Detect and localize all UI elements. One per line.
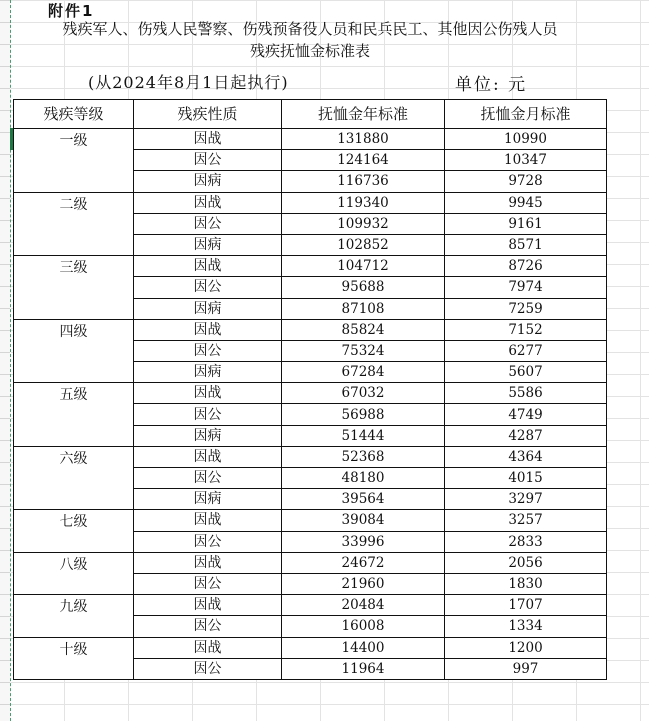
row-divider <box>0 154 10 155</box>
monthly-amount-cell[interactable]: 1830 <box>445 573 607 594</box>
table-row <box>14 129 607 150</box>
row-divider <box>0 220 10 221</box>
monthly-amount-cell[interactable]: 10990 <box>445 129 607 150</box>
effective-date: (从2024年8月1日起执行) <box>88 73 289 92</box>
row-divider <box>0 330 10 331</box>
annual-amount-cell[interactable]: 20484 <box>282 595 445 616</box>
table-row <box>14 319 607 340</box>
nature-cell[interactable]: 因战 <box>134 192 282 213</box>
annual-amount-cell[interactable]: 124164 <box>282 150 445 171</box>
nature-cell[interactable]: 因公 <box>134 150 282 171</box>
annual-amount-cell[interactable]: 119340 <box>282 192 445 213</box>
row-divider <box>0 440 10 441</box>
row-divider <box>0 110 10 111</box>
annual-amount-cell[interactable]: 102852 <box>282 234 445 255</box>
monthly-amount-cell[interactable]: 4015 <box>445 468 607 489</box>
nature-cell[interactable]: 因战 <box>134 129 282 150</box>
monthly-amount-cell[interactable]: 2056 <box>445 552 607 573</box>
row-divider <box>0 462 10 463</box>
row-divider <box>0 66 10 67</box>
column-header[interactable]: 抚恤金年标准 <box>282 100 445 129</box>
annual-amount-cell[interactable]: 131880 <box>282 129 445 150</box>
row-divider <box>0 704 10 705</box>
row-divider <box>0 374 10 375</box>
grade-cell[interactable]: 八级 <box>14 552 134 594</box>
table-row <box>14 637 607 658</box>
grade-cell[interactable]: 四级 <box>14 319 134 383</box>
monthly-amount-cell[interactable]: 8571 <box>445 234 607 255</box>
nature-cell[interactable]: 因公 <box>134 213 282 234</box>
grade-cell[interactable]: 五级 <box>14 383 134 447</box>
monthly-amount-cell[interactable]: 1200 <box>445 637 607 658</box>
annual-amount-cell[interactable]: 48180 <box>282 468 445 489</box>
nature-cell[interactable]: 因病 <box>134 298 282 319</box>
column-header[interactable]: 抚恤金月标准 <box>445 100 607 129</box>
nature-cell[interactable]: 因病 <box>134 234 282 255</box>
row-divider <box>0 308 10 309</box>
monthly-amount-cell[interactable]: 5586 <box>445 383 607 404</box>
monthly-amount-cell[interactable]: 9728 <box>445 171 607 192</box>
column-header[interactable]: 残疾等级 <box>14 100 134 129</box>
grade-cell[interactable]: 一级 <box>14 129 134 193</box>
column-header[interactable]: 残疾性质 <box>134 100 282 129</box>
monthly-amount-cell[interactable]: 8726 <box>445 256 607 277</box>
table-header-row <box>14 100 607 129</box>
nature-cell[interactable]: 因战 <box>134 446 282 467</box>
nature-cell[interactable]: 因病 <box>134 425 282 446</box>
table-row <box>14 552 607 573</box>
annual-amount-cell[interactable]: 21960 <box>282 573 445 594</box>
monthly-amount-cell[interactable]: 997 <box>445 658 607 679</box>
annual-amount-cell[interactable]: 104712 <box>282 256 445 277</box>
row-header-strip[interactable] <box>0 0 11 721</box>
row-divider <box>0 198 10 199</box>
nature-cell[interactable]: 因公 <box>134 277 282 298</box>
nature-cell[interactable]: 因公 <box>134 573 282 594</box>
table-row <box>14 383 607 404</box>
annual-amount-cell[interactable]: 67032 <box>282 383 445 404</box>
row-divider <box>0 0 10 1</box>
nature-cell[interactable]: 因公 <box>134 616 282 637</box>
annual-amount-cell[interactable]: 51444 <box>282 425 445 446</box>
row-divider <box>0 550 10 551</box>
nature-cell[interactable]: 因病 <box>134 362 282 383</box>
nature-cell[interactable]: 因公 <box>134 340 282 361</box>
row-divider <box>0 660 10 661</box>
row-divider <box>0 286 10 287</box>
row-divider <box>0 528 10 529</box>
annual-amount-cell[interactable]: 95688 <box>282 277 445 298</box>
monthly-amount-cell[interactable]: 9945 <box>445 192 607 213</box>
row-divider <box>0 572 10 573</box>
monthly-amount-cell[interactable]: 4287 <box>445 425 607 446</box>
nature-cell[interactable]: 因战 <box>134 637 282 658</box>
annual-amount-cell[interactable]: 75324 <box>282 340 445 361</box>
row-divider <box>0 176 10 177</box>
monthly-amount-cell[interactable]: 3257 <box>445 510 607 531</box>
grade-cell[interactable]: 二级 <box>14 192 134 256</box>
nature-cell[interactable]: 因公 <box>134 531 282 552</box>
row-divider <box>0 396 10 397</box>
document-subtitle: 残疾抚恤金标准表 <box>249 42 370 60</box>
row-divider <box>0 88 10 89</box>
row-divider <box>0 484 10 485</box>
annual-amount-cell[interactable]: 24672 <box>282 552 445 573</box>
monthly-amount-cell[interactable]: 3297 <box>445 489 607 510</box>
nature-cell[interactable]: 因战 <box>134 319 282 340</box>
row-divider <box>0 352 10 353</box>
monthly-amount-cell[interactable]: 7974 <box>445 277 607 298</box>
row-divider <box>0 418 10 419</box>
monthly-amount-cell[interactable]: 4364 <box>445 446 607 467</box>
monthly-amount-cell[interactable]: 10347 <box>445 150 607 171</box>
table-row <box>14 595 607 616</box>
annual-amount-cell[interactable]: 52368 <box>282 446 445 467</box>
row-divider <box>0 594 10 595</box>
table-body <box>14 129 607 680</box>
table-row <box>14 256 607 277</box>
nature-cell[interactable]: 因公 <box>134 404 282 425</box>
annual-amount-cell[interactable]: 14400 <box>282 637 445 658</box>
monthly-amount-cell[interactable]: 1707 <box>445 595 607 616</box>
nature-cell[interactable]: 因战 <box>134 256 282 277</box>
annual-amount-cell[interactable]: 39564 <box>282 489 445 510</box>
nature-cell[interactable]: 因病 <box>134 489 282 510</box>
table-row <box>14 510 607 531</box>
monthly-amount-cell[interactable]: 6277 <box>445 340 607 361</box>
monthly-amount-cell[interactable]: 7259 <box>445 298 607 319</box>
row-divider <box>0 682 10 683</box>
monthly-amount-cell[interactable]: 5607 <box>445 362 607 383</box>
table-row <box>14 446 607 467</box>
row-divider <box>0 616 10 617</box>
annual-amount-cell[interactable]: 11964 <box>282 658 445 679</box>
unit-label: 单位: 元 <box>455 75 528 95</box>
annual-amount-cell[interactable]: 116736 <box>282 171 445 192</box>
annual-amount-cell[interactable]: 85824 <box>282 319 445 340</box>
monthly-amount-cell[interactable]: 1334 <box>445 616 607 637</box>
nature-cell[interactable]: 因公 <box>134 468 282 489</box>
monthly-amount-cell[interactable]: 4749 <box>445 404 607 425</box>
pension-standard-table <box>13 99 607 680</box>
annual-amount-cell[interactable]: 16008 <box>282 616 445 637</box>
grade-cell[interactable]: 十级 <box>14 637 134 679</box>
annual-amount-cell[interactable]: 87108 <box>282 298 445 319</box>
annual-amount-cell[interactable]: 56988 <box>282 404 445 425</box>
document-title: 残疾军人、伤残人民警察、伤残预备役人员和民兵民工、其他因公伤残人员 <box>62 20 558 38</box>
annual-amount-cell[interactable]: 109932 <box>282 213 445 234</box>
annual-amount-cell[interactable]: 33996 <box>282 531 445 552</box>
grade-cell[interactable]: 三级 <box>14 256 134 320</box>
table-row <box>14 192 607 213</box>
row-divider <box>0 242 10 243</box>
nature-cell[interactable]: 因战 <box>134 595 282 616</box>
nature-cell[interactable]: 因公 <box>134 658 282 679</box>
row-divider <box>0 638 10 639</box>
nature-cell[interactable]: 因病 <box>134 171 282 192</box>
nature-cell[interactable]: 因战 <box>134 383 282 404</box>
monthly-amount-cell[interactable]: 9161 <box>445 213 607 234</box>
annual-amount-cell[interactable]: 67284 <box>282 362 445 383</box>
row-divider <box>0 264 10 265</box>
attachment-label: 附件1 <box>48 2 95 20</box>
annual-amount-cell[interactable]: 39084 <box>282 510 445 531</box>
nature-cell[interactable]: 因战 <box>134 552 282 573</box>
monthly-amount-cell[interactable]: 2833 <box>445 531 607 552</box>
row-divider <box>0 132 10 133</box>
grade-cell[interactable]: 七级 <box>14 510 134 552</box>
grade-cell[interactable]: 九级 <box>14 595 134 637</box>
monthly-amount-cell[interactable]: 7152 <box>445 319 607 340</box>
grade-cell[interactable]: 六级 <box>14 446 134 510</box>
row-divider <box>0 506 10 507</box>
nature-cell[interactable]: 因战 <box>134 510 282 531</box>
